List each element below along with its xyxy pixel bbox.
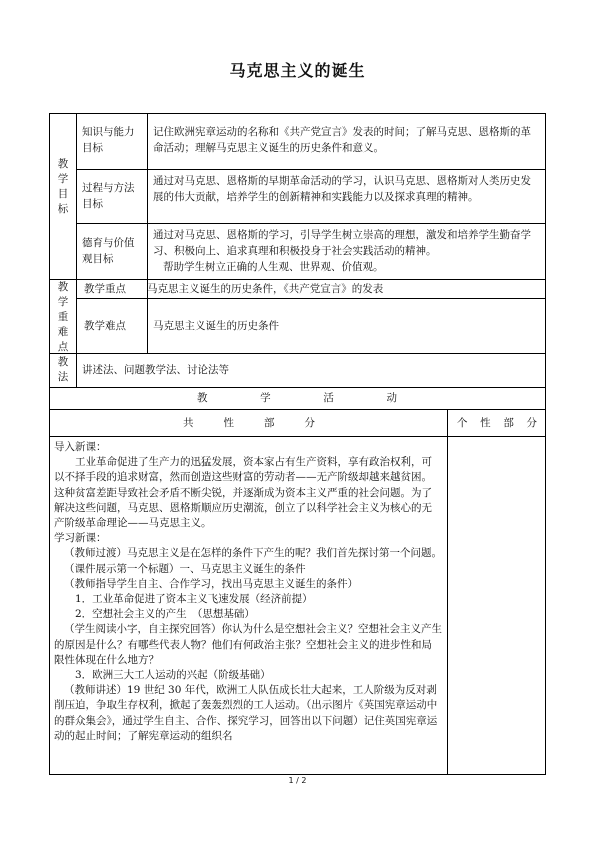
lesson-plan-table [49, 113, 546, 775]
body-paragraph: （学生阅读小字，自主探究回答）你认为什么是空想社会主义？空想社会主义产生的原因是什么？有哪些代表人物？他们有何政治主张？空想社会主义的进步性和局限性体现在什么地方？ [54, 623, 442, 666]
rule [447, 409, 448, 774]
rule [49, 113, 546, 114]
individual-part-header [457, 415, 537, 430]
common-part-header [183, 415, 315, 430]
objective-text-values: 通过对马克思、恩格斯的学习，引导学生树立崇高的理想，激发和培养学生勤奋学习、积极向上、追求真理和积极投身于社会实践活动的精神。 帮助学生树立正确的人生观、世界观、价值观。 [153, 229, 531, 273]
rule [147, 113, 148, 353]
header-char: 分 [304, 417, 315, 429]
body-paragraph: 1．工业革命促进了资本主义飞速发展（经济前提） [75, 593, 313, 606]
page-number: 1 / 2 [288, 776, 307, 785]
header-char: 分 [526, 417, 537, 429]
objective-label-process: 过程与方法 目标 [82, 182, 135, 210]
rule [76, 113, 77, 387]
header-char: 性 [223, 417, 234, 429]
header-char: 教 [197, 392, 208, 404]
rule [49, 353, 546, 354]
lesson-body [54, 440, 442, 744]
activity-header [197, 390, 397, 405]
body-paragraph: （课件展示第一个标题）一、马克思主义诞生的条件 [64, 562, 306, 575]
rule [545, 113, 546, 775]
body-paragraph: 2．空想社会主义的产生 （思想基础） [75, 608, 255, 621]
rule [49, 436, 546, 437]
body-paragraph: 工业革命促进了生产力的迅猛发展，资本家占有生产资料，享有政治权利，可以不择手段的追求财富，然而创造这些财富的劳动者——无产阶级却越来越贫困。这种贫富差距导致社会矛盾不断尖锐，并逐渐成为资本主义严重的社会问题。为了解决这些问题，马克思、恩格斯顺应历史潮流，创立了以科学社会主义为核心的无产阶级革命理论——马克思主义。 [54, 456, 432, 530]
keypoint-label-difficulty: 教学难点 [84, 320, 126, 332]
objectives-label: 教 学 目 标 [57, 158, 69, 215]
rule [49, 387, 546, 388]
rule [49, 409, 546, 410]
keypoint-text-difficulty: 马克思主义诞生的历史条件 [153, 320, 279, 332]
objective-label-values: 德育与价值 观目标 [82, 237, 135, 265]
header-char: 学 [260, 392, 271, 404]
keypoint-text-focus: 马克思主义诞生的历史条件，《共产党宣言》的发表 [147, 283, 384, 295]
rule [49, 774, 546, 775]
methods-label: 教 法 [57, 356, 69, 383]
body-paragraph: （教师指导学生自主、合作学习，找出马克思主义诞生的条件） [64, 577, 358, 590]
keypoint-label-focus: 教学重点 [84, 283, 126, 295]
page-title: 马克思主义的诞生 [229, 61, 366, 80]
objective-text-knowledge: 记住欧洲宪章运动的名称和《共产党宣言》发表的时间；了解马克思、恩格斯的革命活动；理解马克思主义诞生的历史条件和意义。 [153, 126, 531, 154]
body-paragraph: 导入新课： [54, 441, 107, 453]
header-char: 部 [503, 417, 514, 429]
methods-text: 讲述法、问题教学法、讨论法等 [82, 364, 229, 376]
header-char: 个 [457, 417, 468, 429]
body-paragraph: （教师过渡）马克思主义是在怎样的条件下产生的呢？我们首先探讨第一个问题。 [64, 547, 442, 560]
header-char: 活 [323, 392, 334, 404]
keypoints-label: 教 学 重 难 点 [57, 281, 69, 353]
objective-text-process: 通过对马克思、恩格斯的早期革命活动的学习，认识马克思、恩格斯对人类历史发展的伟大贡献，培养学生的创新精神和实践能力以及探求真理的精神。 [153, 175, 531, 203]
objective-label-knowledge: 知识与能力 目标 [82, 126, 135, 154]
rule [49, 279, 546, 280]
rule [49, 113, 50, 775]
body-paragraph: （教师讲述）19 世纪 30 年代，欧洲工人队伍成长壮大起来，工人阶级为反对剥削压迫，争取生存权利，掀起了轰轰烈烈的工人运动。（出示图片《英国宪章运动中的群众集会》，通过学生自主、合作、探究学习，回答出以下问题）记住英国宪章运动的起止时间；了解宪章运动的组织名 [54, 684, 438, 742]
body-paragraph: 3．欧洲三大工人运动的兴起（阶级基础） [75, 669, 271, 682]
header-char: 动 [386, 392, 397, 404]
header-char: 性 [480, 417, 491, 429]
header-char: 共 [183, 417, 194, 429]
header-char: 部 [264, 417, 275, 429]
body-paragraph: 学习新课： [54, 532, 107, 545]
